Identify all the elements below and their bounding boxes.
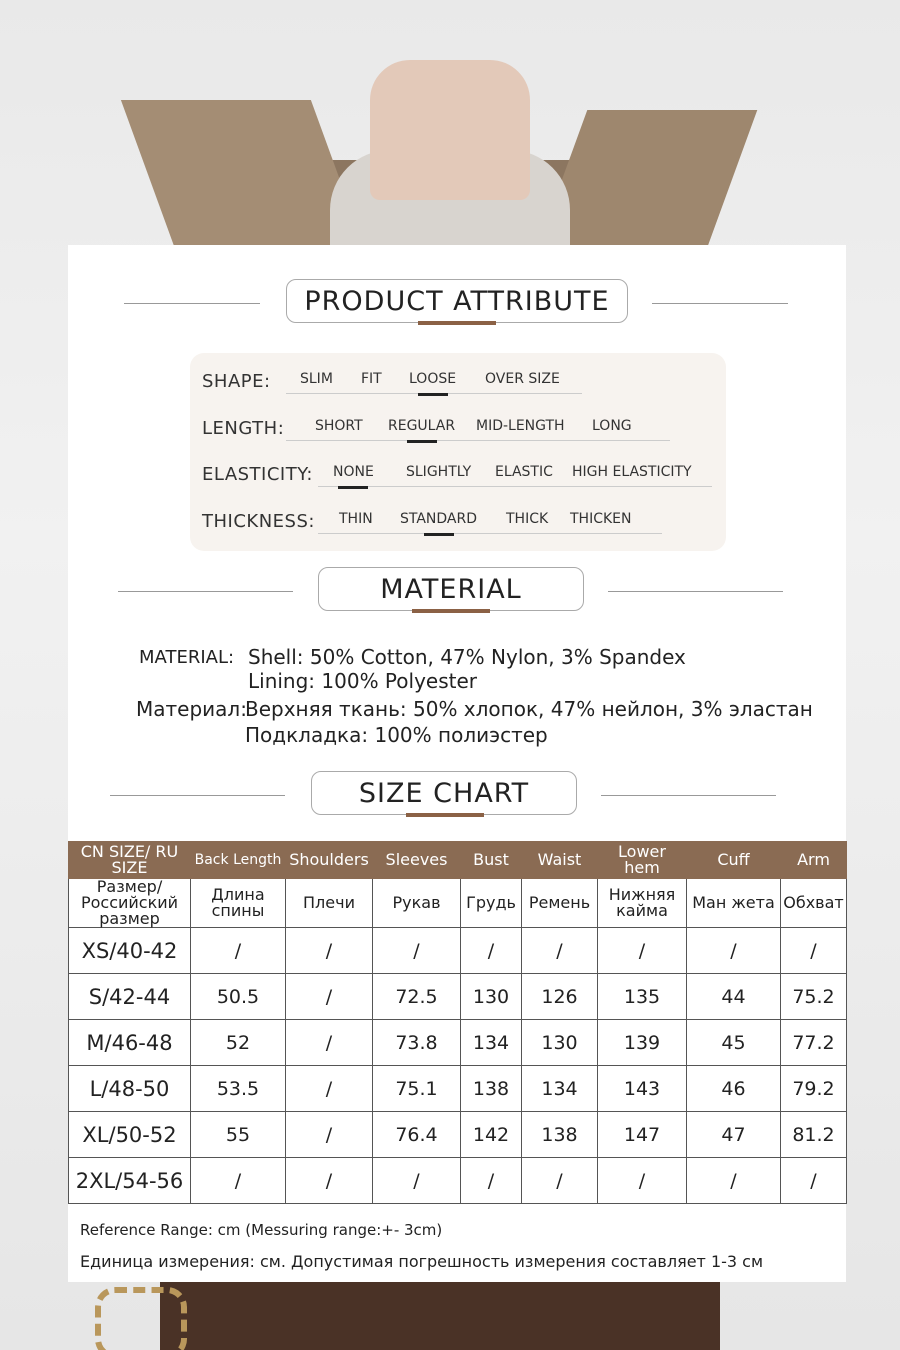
measure-cell: 46	[687, 1066, 781, 1112]
size-rows	[69, 928, 847, 1204]
attr-option: OVER SIZE	[485, 371, 560, 387]
header-cell-ru: Плечи	[286, 879, 373, 928]
size-cell: XL/50-52	[69, 1112, 191, 1158]
measure-cell: 135	[598, 974, 687, 1020]
model-photo-bottom	[0, 1282, 900, 1350]
header-cell: Bust	[461, 842, 522, 879]
measure-cell: 50.5	[191, 974, 286, 1020]
size-cell: XS/40-42	[69, 928, 191, 974]
attr-option: THICK	[506, 511, 549, 527]
attr-option: FIT	[361, 371, 382, 387]
attr-option: MID-LENGTH	[476, 418, 565, 434]
reference-note-ru: Единица измерения: см. Допустимая погрешность измерения составляет 1-3 см	[80, 1252, 764, 1271]
measure-cell: /	[286, 1112, 373, 1158]
table-row	[69, 1066, 847, 1112]
attr-row-elasticity	[190, 456, 726, 496]
measure-cell: /	[522, 1158, 598, 1204]
measure-cell: 77.2	[781, 1020, 847, 1066]
header-cell: Back Length	[191, 842, 286, 879]
table-row	[69, 928, 847, 974]
measure-cell: /	[373, 928, 461, 974]
header-cell: Shoulders	[286, 842, 373, 879]
attr-option: LONG	[592, 418, 632, 434]
size-chart-header	[68, 771, 846, 821]
size-chart-title: SIZE CHART	[311, 771, 577, 815]
measure-cell: 138	[522, 1112, 598, 1158]
model-neck	[370, 60, 530, 200]
measure-cell: /	[598, 928, 687, 974]
table-header-row-ru	[69, 879, 847, 928]
attr-label: SHAPE:	[202, 371, 271, 392]
attr-label: ELASTICITY:	[202, 464, 313, 485]
bag-chain	[95, 1287, 187, 1350]
material-ru-lining: Подкладка: 100% полиэстер	[245, 723, 548, 747]
attr-row-thickness	[190, 503, 726, 543]
material-title: MATERIAL	[318, 567, 584, 611]
model-photo-top	[0, 0, 900, 245]
attr-option-selected: NONE	[333, 464, 374, 480]
measure-cell: 134	[461, 1020, 522, 1066]
measure-cell: 138	[461, 1066, 522, 1112]
measure-cell: /	[781, 928, 847, 974]
attribute-panel	[190, 353, 726, 551]
header-cell: Lower hem	[598, 842, 687, 879]
size-cell: M/46-48	[69, 1020, 191, 1066]
measure-cell: /	[191, 1158, 286, 1204]
table-row	[69, 1112, 847, 1158]
measure-cell: /	[373, 1158, 461, 1204]
header-cell: Cuff	[687, 842, 781, 879]
measure-cell: 147	[598, 1112, 687, 1158]
measure-cell: /	[286, 974, 373, 1020]
measure-cell: 81.2	[781, 1112, 847, 1158]
material-ru-shell: Верхняя ткань: 50% хлопок, 47% нейлон, 3% эластан	[245, 697, 813, 721]
attribute-header	[68, 279, 846, 329]
header-cell-ru: Рукав	[373, 879, 461, 928]
title-underline	[406, 813, 484, 817]
header-cell: CN SIZE/ RU SIZE	[69, 842, 191, 879]
header-cell-ru: Ман жета	[687, 879, 781, 928]
header-rule-right	[652, 303, 788, 304]
measure-cell: /	[522, 928, 598, 974]
attr-option-selected: LOOSE	[409, 371, 457, 387]
measure-cell: 45	[687, 1020, 781, 1066]
attr-label: LENGTH:	[202, 418, 285, 439]
attr-option: THICKEN	[570, 511, 632, 527]
attr-line	[318, 486, 712, 487]
size-cell: S/42-44	[69, 974, 191, 1020]
table-row	[69, 974, 847, 1020]
material-en-label: MATERIAL:	[139, 647, 235, 668]
attr-row-length	[190, 410, 726, 450]
measure-cell: 75.1	[373, 1066, 461, 1112]
measure-cell: /	[286, 1158, 373, 1204]
attr-line	[286, 440, 670, 441]
header-cell-ru: Длина спины	[191, 879, 286, 928]
measure-cell: /	[286, 1020, 373, 1066]
measure-cell: /	[461, 1158, 522, 1204]
table-header-row-en	[69, 842, 847, 879]
header-rule-left	[124, 303, 260, 304]
header-cell-ru: Грудь	[461, 879, 522, 928]
header-rule-right	[608, 591, 783, 592]
measure-cell: /	[461, 928, 522, 974]
header-rule-left	[118, 591, 293, 592]
measure-cell: 76.4	[373, 1112, 461, 1158]
attr-option: SLIM	[300, 371, 333, 387]
header-cell-ru: Нижняя кайма	[598, 879, 687, 928]
skirt-shape	[160, 1282, 720, 1350]
attr-line	[318, 533, 662, 534]
measure-cell: 143	[598, 1066, 687, 1112]
measure-cell: 126	[522, 974, 598, 1020]
measure-cell: 130	[522, 1020, 598, 1066]
attr-option-selected: STANDARD	[400, 511, 478, 527]
header-cell: Arm	[781, 842, 847, 879]
measure-cell: 72.5	[373, 974, 461, 1020]
measure-cell: 139	[598, 1020, 687, 1066]
header-cell-ru: Обхват	[781, 879, 847, 928]
measure-cell: /	[781, 1158, 847, 1204]
size-table	[68, 841, 847, 1204]
material-en-shell: Shell: 50% Cotton, 47% Nylon, 3% Spandex	[248, 645, 686, 669]
measure-cell: /	[286, 928, 373, 974]
measure-cell: 44	[687, 974, 781, 1020]
measure-cell: 47	[687, 1112, 781, 1158]
attr-option-selected: REGULAR	[388, 418, 456, 434]
header-cell-ru: Размер/ Российский размер	[69, 879, 191, 928]
measure-cell: 142	[461, 1112, 522, 1158]
table-row	[69, 1020, 847, 1066]
title-underline	[418, 321, 496, 325]
attr-option: ELASTIC	[495, 464, 553, 480]
header-cell: Waist	[522, 842, 598, 879]
title-underline	[412, 609, 490, 613]
measure-cell: 75.2	[781, 974, 847, 1020]
attr-row-shape	[190, 363, 726, 403]
material-ru-label: Материал:	[136, 697, 247, 721]
attr-label: THICKNESS:	[202, 511, 315, 532]
measure-cell: 52	[191, 1020, 286, 1066]
measure-cell: /	[687, 928, 781, 974]
material-en-lining: Lining: 100% Polyester	[248, 669, 478, 693]
header-rule-left	[110, 795, 285, 796]
size-cell: L/48-50	[69, 1066, 191, 1112]
measure-cell: /	[687, 1158, 781, 1204]
attr-option: THIN	[339, 511, 373, 527]
measure-cell: 134	[522, 1066, 598, 1112]
attr-option: SLIGHTLY	[406, 464, 472, 480]
table-row	[69, 1158, 847, 1204]
measure-cell: 130	[461, 974, 522, 1020]
attribute-title: PRODUCT ATTRIBUTE	[286, 279, 628, 323]
measure-cell: 73.8	[373, 1020, 461, 1066]
header-cell-ru: Ремень	[522, 879, 598, 928]
attr-option: SHORT	[315, 418, 363, 434]
measure-cell: 79.2	[781, 1066, 847, 1112]
header-rule-right	[601, 795, 776, 796]
attr-option: HIGH ELASTICITY	[572, 464, 692, 480]
measure-cell: 53.5	[191, 1066, 286, 1112]
measure-cell: /	[286, 1066, 373, 1112]
measure-cell: /	[598, 1158, 687, 1204]
measure-cell: 55	[191, 1112, 286, 1158]
reference-note-en: Reference Range: cm (Messuring range:+- 3cm)	[80, 1221, 443, 1239]
header-cell: Sleeves	[373, 842, 461, 879]
measure-cell: /	[191, 928, 286, 974]
info-card	[68, 245, 846, 1282]
material-header	[68, 567, 846, 617]
size-cell: 2XL/54-56	[69, 1158, 191, 1204]
